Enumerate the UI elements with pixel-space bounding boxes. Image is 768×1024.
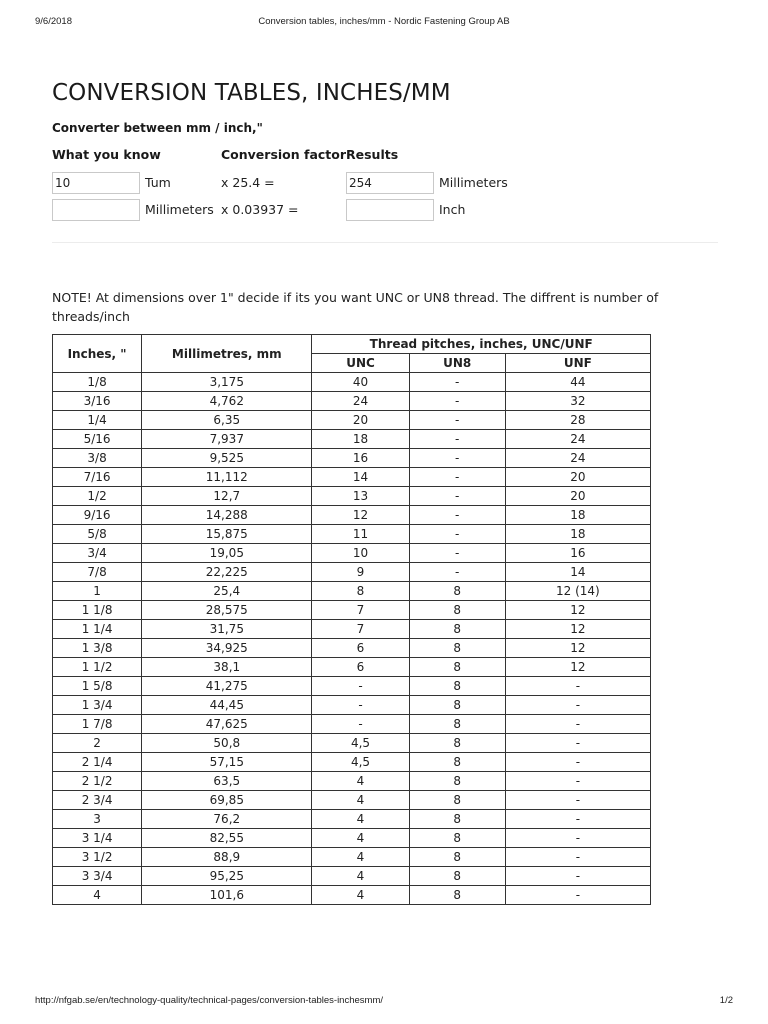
cell-millimetres: 31,75 (142, 620, 312, 639)
cell-millimetres: 28,575 (142, 601, 312, 620)
cell-inches: 1 1/4 (53, 620, 142, 639)
cell-millimetres: 47,625 (142, 715, 312, 734)
cell-unf: 32 (505, 392, 650, 411)
thread-pitch-table (52, 334, 651, 905)
cell-millimetres: 4,762 (142, 392, 312, 411)
cell-inches: 3 (53, 810, 142, 829)
cell-millimetres: 6,35 (142, 411, 312, 430)
cell-un8: - (409, 506, 505, 525)
cell-un8: 8 (409, 677, 505, 696)
inch-input[interactable] (52, 172, 140, 194)
print-url: http://nfgab.se/en/technology-quality/technical-pages/conversion-tables-inchesmm/ (35, 995, 383, 1006)
table-row (53, 734, 651, 753)
print-header (0, 16, 768, 30)
mm-to-inch-factor: x 0.03937 = (221, 202, 299, 217)
table-row (53, 620, 651, 639)
cell-unf: 20 (505, 487, 650, 506)
cell-unf: 14 (505, 563, 650, 582)
cell-inches: 1 1/8 (53, 601, 142, 620)
mm-unit-label: Millimeters (145, 202, 214, 217)
cell-unf: 24 (505, 430, 650, 449)
cell-un8: 8 (409, 791, 505, 810)
cell-unc: 24 (312, 392, 409, 411)
cell-inches: 9/16 (53, 506, 142, 525)
table-row (53, 753, 651, 772)
cell-millimetres: 101,6 (142, 886, 312, 905)
cell-un8: 8 (409, 658, 505, 677)
cell-unc: 4 (312, 867, 409, 886)
cell-unf: 28 (505, 411, 650, 430)
mm-result-field[interactable] (346, 172, 434, 194)
cell-inches: 3 3/4 (53, 867, 142, 886)
table-row (53, 677, 651, 696)
cell-unf: - (505, 886, 650, 905)
cell-inches: 1 7/8 (53, 715, 142, 734)
cell-unc: 9 (312, 563, 409, 582)
cell-unc: 6 (312, 658, 409, 677)
cell-inches: 7/16 (53, 468, 142, 487)
cell-inches: 1 3/8 (53, 639, 142, 658)
cell-unc: - (312, 677, 409, 696)
header-thread-pitches: Thread pitches, inches, UNC/UNF (312, 335, 651, 354)
cell-inches: 4 (53, 886, 142, 905)
cell-un8: 8 (409, 734, 505, 753)
cell-un8: 8 (409, 772, 505, 791)
cell-unc: 4 (312, 829, 409, 848)
cell-un8: 8 (409, 848, 505, 867)
cell-millimetres: 50,8 (142, 734, 312, 753)
cell-unf: - (505, 810, 650, 829)
print-page-number: 1/2 (719, 995, 733, 1006)
cell-un8: 8 (409, 582, 505, 601)
cell-unf: - (505, 753, 650, 772)
cell-unc: 16 (312, 449, 409, 468)
column-header-conversion-factor: Conversion factor (221, 147, 347, 162)
column-header-results: Results (346, 147, 399, 162)
cell-inches: 2 1/2 (53, 772, 142, 791)
table-row (53, 829, 651, 848)
cell-un8: - (409, 373, 505, 392)
cell-unf: - (505, 829, 650, 848)
cell-unf: 12 (505, 601, 650, 620)
cell-unc: 4 (312, 848, 409, 867)
cell-unc: 12 (312, 506, 409, 525)
table-row (53, 430, 651, 449)
cell-inches: 2 (53, 734, 142, 753)
cell-unc: 4,5 (312, 734, 409, 753)
cell-inches: 3/4 (53, 544, 142, 563)
cell-millimetres: 95,25 (142, 867, 312, 886)
cell-unc: - (312, 715, 409, 734)
cell-millimetres: 88,9 (142, 848, 312, 867)
cell-millimetres: 9,525 (142, 449, 312, 468)
cell-inches: 1 5/8 (53, 677, 142, 696)
cell-unf: 20 (505, 468, 650, 487)
print-page-title: Conversion tables, inches/mm - Nordic Fastening Group AB (258, 16, 510, 27)
table-row (53, 411, 651, 430)
cell-inches: 1/8 (53, 373, 142, 392)
cell-unf: - (505, 848, 650, 867)
thread-note: NOTE! At dimensions over 1" decide if its you want UNC or UN8 thread. The diffrent is number of threads/inch (52, 290, 659, 324)
cell-inches: 2 3/4 (53, 791, 142, 810)
cell-millimetres: 3,175 (142, 373, 312, 392)
table-row (53, 639, 651, 658)
cell-inches: 1 (53, 582, 142, 601)
cell-millimetres: 11,112 (142, 468, 312, 487)
cell-un8: 8 (409, 639, 505, 658)
cell-un8: 8 (409, 886, 505, 905)
table-row (53, 373, 651, 392)
cell-millimetres: 76,2 (142, 810, 312, 829)
table-row (53, 449, 651, 468)
cell-millimetres: 14,288 (142, 506, 312, 525)
cell-unc: - (312, 696, 409, 715)
cell-unc: 6 (312, 639, 409, 658)
cell-un8: - (409, 544, 505, 563)
cell-unf: - (505, 734, 650, 753)
cell-millimetres: 63,5 (142, 772, 312, 791)
cell-un8: - (409, 411, 505, 430)
cell-millimetres: 38,1 (142, 658, 312, 677)
print-date: 9/6/2018 (35, 16, 72, 27)
table-row (53, 582, 651, 601)
table-row (53, 487, 651, 506)
cell-unf: - (505, 791, 650, 810)
cell-unf: - (505, 772, 650, 791)
cell-unf: - (505, 677, 650, 696)
cell-millimetres: 69,85 (142, 791, 312, 810)
header-inches: Inches, " (53, 335, 142, 373)
cell-un8: 8 (409, 620, 505, 639)
converter-subtitle: Converter between mm / inch," (52, 121, 263, 135)
table-row (53, 563, 651, 582)
table-row (53, 791, 651, 810)
cell-inches: 3/8 (53, 449, 142, 468)
cell-unc: 10 (312, 544, 409, 563)
table-row (53, 392, 651, 411)
cell-millimetres: 15,875 (142, 525, 312, 544)
cell-inches: 7/8 (53, 563, 142, 582)
header-unf: UNF (505, 354, 650, 373)
cell-millimetres: 44,45 (142, 696, 312, 715)
table-row (53, 715, 651, 734)
cell-unc: 11 (312, 525, 409, 544)
cell-un8: 8 (409, 601, 505, 620)
mm-input[interactable] (52, 199, 140, 221)
section-divider (52, 242, 718, 243)
inch-result-unit-label: Inch (439, 202, 466, 217)
cell-unf: 12 (505, 620, 650, 639)
table-row (53, 601, 651, 620)
table-row (53, 886, 651, 905)
cell-unc: 13 (312, 487, 409, 506)
cell-inches: 5/8 (53, 525, 142, 544)
cell-unc: 40 (312, 373, 409, 392)
cell-millimetres: 12,7 (142, 487, 312, 506)
cell-unc: 8 (312, 582, 409, 601)
cell-inches: 1 1/2 (53, 658, 142, 677)
mm-result-unit-label: Millimeters (439, 175, 508, 190)
cell-millimetres: 41,275 (142, 677, 312, 696)
inch-unit-label: Tum (145, 175, 171, 190)
cell-inches: 3/16 (53, 392, 142, 411)
cell-un8: - (409, 525, 505, 544)
table-row (53, 810, 651, 829)
cell-inches: 1/4 (53, 411, 142, 430)
cell-un8: - (409, 392, 505, 411)
cell-unc: 4,5 (312, 753, 409, 772)
cell-unc: 7 (312, 601, 409, 620)
cell-un8: 8 (409, 715, 505, 734)
cell-un8: - (409, 468, 505, 487)
cell-unf: 18 (505, 525, 650, 544)
cell-un8: 8 (409, 867, 505, 886)
cell-unf: 12 (14) (505, 582, 650, 601)
cell-unf: 12 (505, 658, 650, 677)
cell-inches: 1/2 (53, 487, 142, 506)
cell-un8: 8 (409, 753, 505, 772)
cell-millimetres: 25,4 (142, 582, 312, 601)
cell-un8: - (409, 563, 505, 582)
cell-unc: 4 (312, 772, 409, 791)
table-row (53, 468, 651, 487)
cell-un8: 8 (409, 810, 505, 829)
table-row (53, 506, 651, 525)
header-millimetres: Millimetres, mm (142, 335, 312, 373)
cell-unc: 14 (312, 468, 409, 487)
cell-unc: 4 (312, 791, 409, 810)
cell-unf: - (505, 696, 650, 715)
cell-inches: 3 1/4 (53, 829, 142, 848)
cell-millimetres: 22,225 (142, 563, 312, 582)
table-row (53, 867, 651, 886)
cell-un8: - (409, 487, 505, 506)
inch-to-mm-factor: x 25.4 = (221, 175, 275, 190)
cell-un8: 8 (409, 829, 505, 848)
cell-unf: 44 (505, 373, 650, 392)
table-row (53, 696, 651, 715)
table-row (53, 544, 651, 563)
cell-unf: - (505, 715, 650, 734)
thread-table-body (53, 373, 651, 905)
table-row (53, 658, 651, 677)
header-un8: UN8 (409, 354, 505, 373)
cell-millimetres: 34,925 (142, 639, 312, 658)
cell-inches: 2 1/4 (53, 753, 142, 772)
cell-un8: - (409, 430, 505, 449)
table-row (53, 772, 651, 791)
cell-unc: 4 (312, 886, 409, 905)
cell-inches: 1 3/4 (53, 696, 142, 715)
cell-unf: 16 (505, 544, 650, 563)
cell-un8: - (409, 449, 505, 468)
cell-unc: 4 (312, 810, 409, 829)
cell-millimetres: 82,55 (142, 829, 312, 848)
cell-millimetres: 57,15 (142, 753, 312, 772)
cell-inches: 3 1/2 (53, 848, 142, 867)
inch-result-field[interactable] (346, 199, 434, 221)
cell-millimetres: 7,937 (142, 430, 312, 449)
cell-un8: 8 (409, 696, 505, 715)
cell-unf: 12 (505, 639, 650, 658)
print-footer (0, 995, 768, 1009)
cell-unf: - (505, 867, 650, 886)
cell-unc: 18 (312, 430, 409, 449)
page-title: CONVERSION TABLES, INCHES/MM (52, 80, 451, 106)
cell-inches: 5/16 (53, 430, 142, 449)
column-header-what-you-know: What you know (52, 147, 161, 162)
cell-millimetres: 19,05 (142, 544, 312, 563)
cell-unf: 18 (505, 506, 650, 525)
cell-unc: 7 (312, 620, 409, 639)
table-row (53, 848, 651, 867)
table-row (53, 525, 651, 544)
cell-unf: 24 (505, 449, 650, 468)
cell-unc: 20 (312, 411, 409, 430)
header-unc: UNC (312, 354, 409, 373)
